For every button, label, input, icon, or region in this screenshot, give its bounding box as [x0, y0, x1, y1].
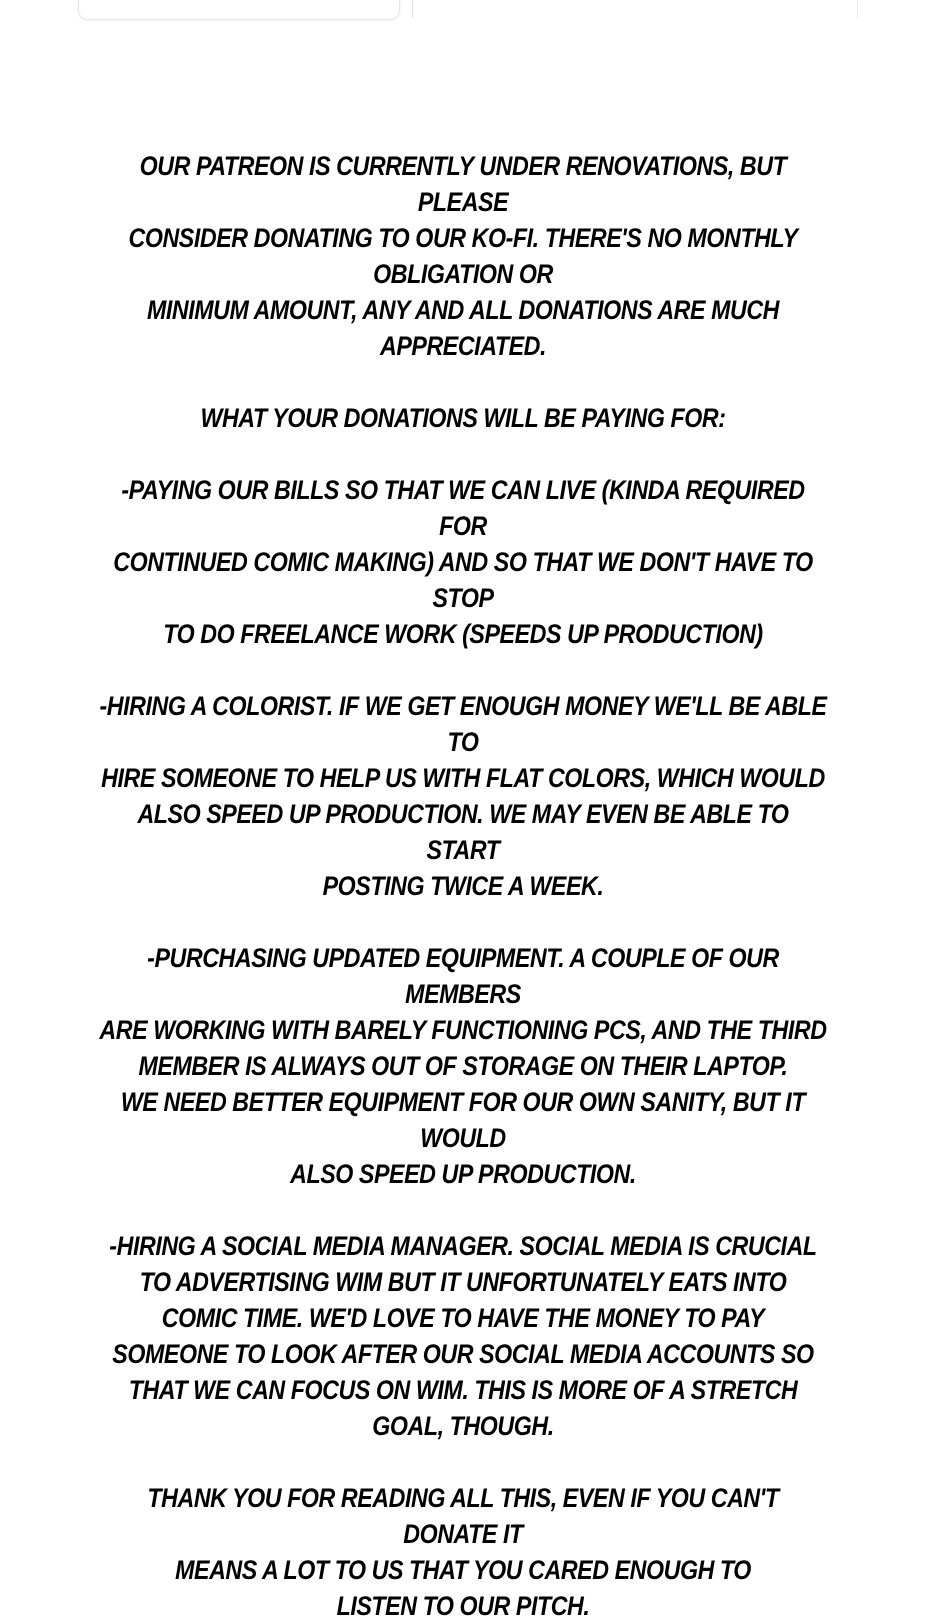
item-social-media: -HIRING A SOCIAL MEDIA MANAGER. SOCIAL MEDIA IS CRUCIAL TO ADVERTISING WIM BUT IT UNFORTUNATELY EATS INTO COMIC TIME. WE'D LOVE TO HAVE THE MONEY TO PAY SOMEONE TO LOOK AFTER OUR SOCIAL MEDIA ACCOUNTS SO THAT WE CAN FOCUS ON WIM. THIS IS MORE OF A STRETCH GOAL, THOUGH.: [109, 1231, 817, 1441]
item-bills: -PAYING OUR BILLS SO THAT WE CAN LIVE (KINDA REQUIRED FOR CONTINUED COMIC MAKING) AND SO THAT WE DON'T HAVE TO STOP TO DO FREELANCE WORK (SPEEDS UP PRODUCTION): [113, 475, 813, 649]
item-equipment: -PURCHASING UPDATED EQUIPMENT. A COUPLE OF OUR MEMBERS ARE WORKING WITH BARELY FUNCTIONING PCS, AND THE THIRD MEMBER IS ALWAYS OUT OF STORAGE ON THEIR LAPTOP. WE NEED BETTER EQUIPMENT FOR OUR OWN SANITY, BUT IT WOULD ALSO SPEED UP PRODUCTION.: [99, 943, 827, 1189]
embedded-card-right: [412, 0, 858, 18]
donations-heading: WHAT YOUR DONATIONS WILL BE PAYING FOR:: [200, 403, 726, 433]
intro-paragraph: OUR PATREON IS CURRENTLY UNDER RENOVATIONS, BUT PLEASE CONSIDER DONATING TO OUR KO-FI. THERE'S NO MONTHLY OBLIGATION OR MINIMUM AMOUNT, ANY AND ALL DONATIONS ARE MUCH APPRECIATED.: [128, 151, 798, 361]
embedded-card-left: [78, 0, 400, 20]
closing-paragraph: THANK YOU FOR READING ALL THIS, EVEN IF YOU CAN'T DONATE IT MEANS A LOT TO US THAT YOU CARED ENOUGH TO LISTEN TO OUR PITCH.: [147, 1483, 779, 1621]
donation-pitch: [99, 148, 827, 1624]
item-colorist: -HIRING A COLORIST. IF WE GET ENOUGH MONEY WE'LL BE ABLE TO HIRE SOMEONE TO HELP US WITH FLAT COLORS, WHICH WOULD ALSO SPEED UP PRODUCTION. WE MAY EVEN BE ABLE TO START POSTING TWICE A WEEK.: [99, 691, 827, 901]
